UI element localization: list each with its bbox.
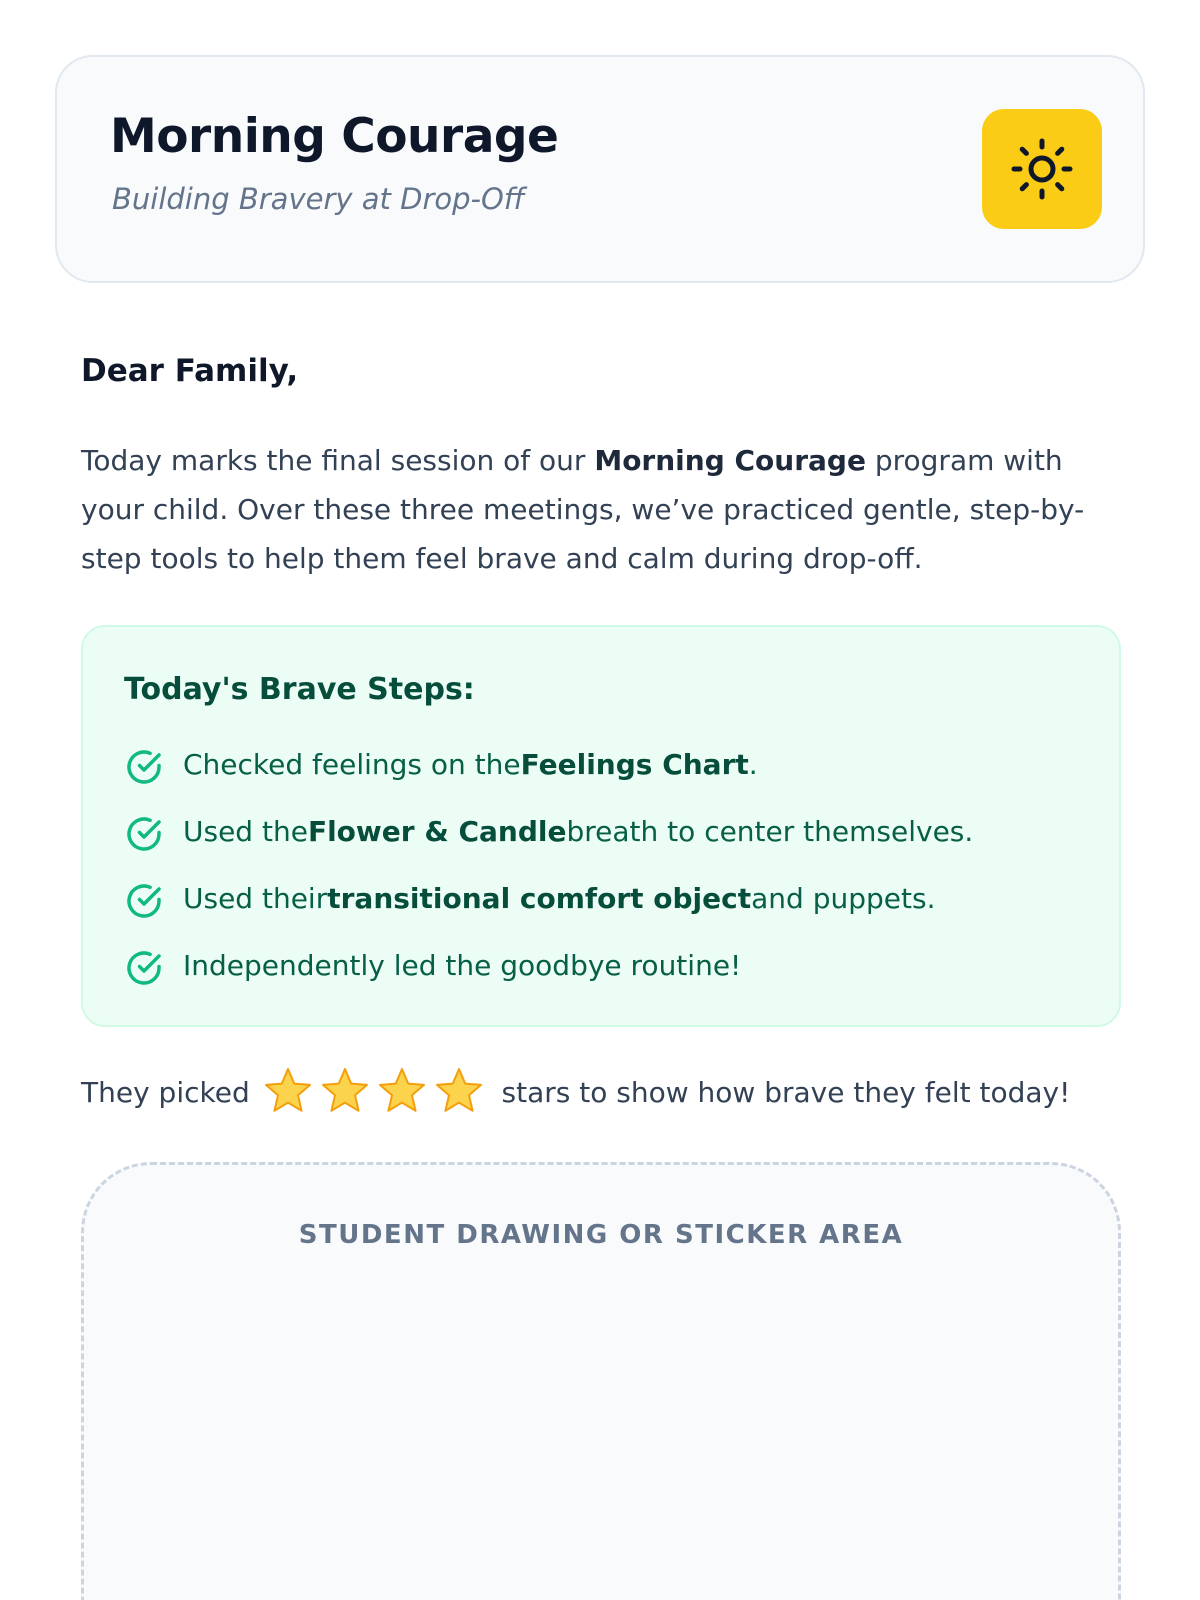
star-icon [434,1066,484,1116]
greeting: Dear Family, [81,353,299,389]
check-circle-icon [124,881,164,921]
star-rating [263,1066,491,1123]
list-item [124,881,1084,921]
step-text-after: and puppets. [751,882,936,915]
list-item [124,747,1084,787]
step-text-after: breath to center themselves. [566,815,974,848]
page-title: Morning Courage [110,109,559,164]
sun-icon [1010,137,1074,201]
header-card [55,55,1145,283]
sun-badge [982,109,1102,229]
intro-text-end: program with your child. Over these three meetings, we’ve practiced gentle, step-by-step tools to help them feel brave and calm during drop-off. [81,444,1085,575]
step-text-after: . [748,748,758,781]
step-text-before: Independently led the goodbye routine! [183,949,742,982]
step-text-before: Checked feelings on the [183,748,521,781]
star-icon [377,1066,427,1116]
step-text-before: Used the [183,815,308,848]
step-text-bold: Flower & Candle [307,815,567,848]
step-text-bold: Feelings Chart [520,748,749,781]
step-text-bold: transitional comfort object [327,882,752,915]
page-subtitle: Building Bravery at Drop-Off [112,182,525,216]
check-circle-icon [124,814,164,854]
star-icon [320,1066,370,1116]
intro-text-start: Today marks the final session of our [81,444,595,477]
step-text [183,882,935,915]
check-circle-icon [124,747,164,787]
step-text-before: Used their [183,882,328,915]
bravery-rating [81,1066,1070,1126]
list-item [124,948,1084,988]
bravery-rating-text-start: They picked [81,1076,250,1109]
brave-steps-box [81,625,1121,1027]
list-item [124,814,1084,854]
step-text [183,815,973,848]
step-text [183,949,741,982]
intro-program-name: Morning Courage [594,444,866,477]
drawing-area-label: STUDENT DRAWING OR STICKER AREA [298,1220,904,1250]
star-icon [263,1066,313,1116]
intro-paragraph [81,436,1121,583]
check-circle-icon [124,948,164,988]
step-text [183,748,758,781]
brave-steps-title: Today's Brave Steps: [124,672,475,707]
bravery-rating-text-end: stars to show how brave they felt today! [501,1076,1071,1109]
drawing-area[interactable] [81,1162,1121,1600]
